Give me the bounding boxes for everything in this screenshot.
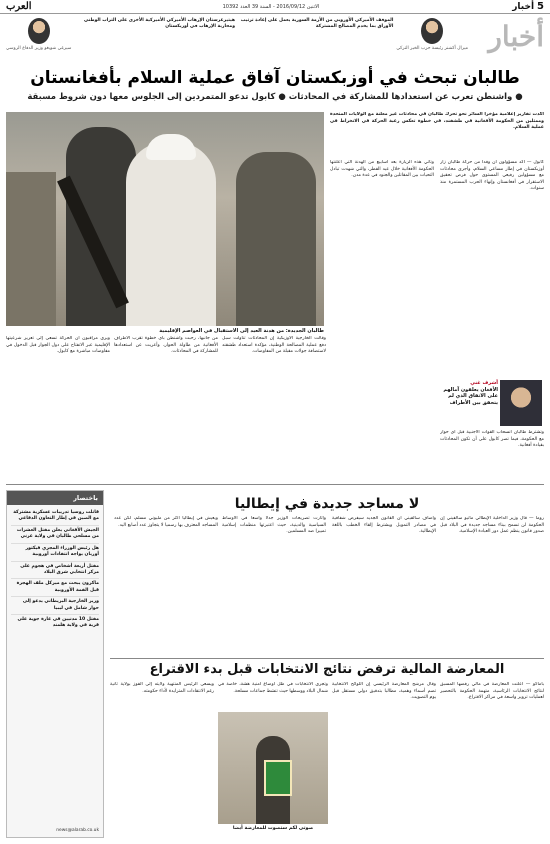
brief-text: الموقف الأميركي الأوروبي من الأزمة السورية يعمل على إعادة ترتيب الأوراق بما يخدم المصالح المشتركة bbox=[240, 18, 394, 30]
portrait-avatar bbox=[28, 18, 50, 44]
brief-strip bbox=[6, 18, 468, 64]
sidebar-item: وزير الخارجية البريطاني يدعو إلى حوار شامل في ليبيا bbox=[11, 597, 99, 615]
main-photo-caption: طالبان الجديدة: من هدنة العيد إلى الاستقبال في العواصم الإقليمية bbox=[159, 328, 324, 334]
sidebar-header: باختصار bbox=[7, 491, 103, 505]
article3-photo bbox=[218, 712, 328, 824]
mugshot-label bbox=[440, 380, 498, 406]
page-number: 5 bbox=[537, 1, 544, 12]
main-lead: أكدت تقارير إعلامية مؤخرا السائر نحو تحرك طالبان في محادثات غير معلنة مع الولايات المتحدة وممثلين من الحكومة الأفغانية في طشقند، في خطوة تعكس رغبة الحركة في الانخراط في عملية السلام. bbox=[330, 112, 544, 131]
photo-turban bbox=[146, 134, 196, 160]
section-divider bbox=[6, 484, 544, 485]
mugshot-name: أشرف غني bbox=[470, 380, 498, 386]
brief-portrait-block bbox=[6, 18, 71, 52]
article-column: وتجرى الانتخابات في ظل أوضاع أمنية هشة، خاصة في شمال البلاد ووسطها حيث تنشط جماعات مسلحة. bbox=[218, 682, 328, 694]
sidebar-item: قاتلت روسيا تدريبات عسكرية مشتركة مع الصين في إطار التعاون الدفاعي bbox=[11, 508, 99, 526]
section-title: أخبار bbox=[488, 20, 544, 53]
masthead bbox=[0, 0, 550, 14]
section-label: أخبار bbox=[512, 1, 535, 12]
article2-headline: لا مساجد جديدة في إيطاليا bbox=[234, 496, 420, 512]
portrait-caption: ميرال أكشنر رئيسة حزب الخير التركي bbox=[396, 46, 468, 51]
article-column: وقال مرشح المعارضة الرئيسي إن اللوائح الانتخابية تضم أسماء وهمية، مطالبا بتدقيق دولي مستقل قبل يوم التصويت. bbox=[332, 682, 436, 701]
portrait-avatar bbox=[421, 18, 443, 44]
article-column: وتأتي هذه الزيارة بعد أسابيع من الهدنة التي أعلنتها الحكومة الأفغانية خلال عيد الفطر، والتي شهدت تبادل التحيات بين المقاتلين والجنود في عدة مدن. bbox=[330, 160, 434, 179]
article-column: ويرى مراقبون أن الحركة تسعى إلى تعزيز شرعيتها الإقليمية عبر الانفتاح على دول الجوار قبل الدخول في مفاوضات مباشرة مع كابول. bbox=[6, 336, 110, 355]
article-column: كابول — أكد مسؤولون أن وفدا من حركة طالبان زار أوزبكستان في إطار مساعي السلام، وأجرى محادثات مع مسؤولين رفيعي المستوى حول فرص تحقيق الاستقرار في أفغانستان وإنهاء الحرب المستمرة منذ سنوات. bbox=[440, 160, 544, 192]
article-column: ويعيش في إيطاليا أكثر من مليوني مسلم، لكن عدد المساجد المعترف بها رسميا لا يتجاوز عدد أصابع اليد. bbox=[114, 516, 218, 528]
article-column: وأثارت تصريحات الوزير جدلا واسعا في الأوساط السياسية والدينية، حيث اعتبرتها منظمات إسلامية تمييزا ضد المسلمين. bbox=[222, 516, 326, 535]
sidebar-list bbox=[7, 505, 103, 635]
photo-figure bbox=[236, 152, 316, 326]
brief-text: هيتيرغرستان الإرهاب الأميركي الأميركية الأخرى على التراب الوطني ومحاربة الإرهاب في أوزبكستان bbox=[83, 18, 235, 30]
mugshot-photo bbox=[500, 380, 542, 426]
sidebar-item: مقتل 10 مدنيين في غارة جوية على قرية في ولاية هلمند bbox=[17, 617, 99, 629]
mugshot-quote: الأفغان يعلقون آمالهم على الاتفاق الذي لم يتحقق بين الأطراف bbox=[443, 386, 498, 406]
sidebar-item: ماكرون يبحث مع ميركل ملف الهجرة قبل القمة الأوروبية bbox=[11, 579, 99, 597]
main-photo bbox=[6, 112, 324, 326]
sidebar-email[interactable]: news@alarab.co.uk bbox=[56, 828, 99, 833]
article-column: روما — قال وزير الداخلية الإيطالي ماتيو سالفيني إن الحكومة لن تسمح ببناء مساجد جديدة في البلاد قبل صدور قانون ينظم عمل دور العبادة الإسلامية. bbox=[440, 516, 544, 535]
article-column: باماكو — أعلنت المعارضة في مالي رفضها المسبق لنتائج الانتخابات الرئاسية، متهمة الحكومة بالتحضير لعمليات تزوير واسعة في مراكز الاقتراع. bbox=[440, 682, 544, 701]
article3-photo-caption: صوتي لكم ستصوت للمعارضة أيضا bbox=[232, 826, 314, 831]
article-column: من جانبها، رحبت واشنطن بأي خطوة تقرب الأطراف الأفغانية من طاولة الحوار، وأعربت عن استعدادها للمشاركة في المحادثات. bbox=[114, 336, 218, 355]
article3-headline: المعارضة المالية ترفض نتائج الانتخابات قبل بدء الاقتراع bbox=[149, 662, 505, 677]
newspaper-logo: العرب bbox=[6, 1, 32, 12]
article-column: ويسعى الرئيس المنتهية ولايته إلى الفوز بولاية ثانية رغم الانتقادات المتزايدة لأداء حكومته. bbox=[110, 682, 214, 694]
brief-portrait-block bbox=[396, 18, 468, 52]
main-headline: طالبان تبحث في أوزبكستان آفاق عملية السلام بأفغانستان bbox=[30, 68, 520, 88]
photo-poster bbox=[264, 760, 292, 796]
photo-figure bbox=[126, 142, 216, 326]
main-subheadline: ● واشنطن تعرب عن استعدادها للمشاركة في المحادثات ● كابول تدعو المتمردين إلى الجلوس معها دون شروط مسبقة bbox=[27, 92, 523, 102]
brief-item bbox=[6, 18, 235, 64]
sidebar-item: مقتل أربعة أشخاص في هجوم على مركز انتخابي شرق البلاد bbox=[11, 562, 99, 580]
page-number-block bbox=[510, 1, 544, 12]
portrait-caption: سيرغي شويغو وزير الدفاع الروسي bbox=[6, 46, 72, 51]
brief-item bbox=[239, 18, 468, 64]
section-divider bbox=[110, 658, 544, 659]
news-brief-sidebar bbox=[6, 490, 104, 838]
article-column: وتشترط طالبان انسحاب القوات الأجنبية قبل أي حوار مع الحكومة، فيما تصر كابول على أن تكون المحادثات بقيادة أفغانية. bbox=[440, 430, 544, 449]
photo-figure bbox=[6, 172, 56, 326]
sidebar-item: هل رئيس الوزراء المجري فيكتور أوربان يواجه انتقادات أوروبية bbox=[11, 544, 99, 562]
article-column: وأضاف سالفيني أن القانون الجديد سيفرض شفافية في مصادر التمويل ويشترط إلقاء الخطب باللغة الإيطالية. bbox=[332, 516, 436, 535]
date-line: الاثنين 2016/09/12 - السنة 39 العدد 10392 bbox=[222, 3, 320, 10]
sidebar-item: الجيش الأفغاني يعلن مقتل العشرات من مسلحي طالبان في ولاية غزني bbox=[11, 526, 99, 544]
article-column: وقالت الخارجية الأوزبكية إن المحادثات تناولت سبل دفع عملية المصالحة الوطنية، مؤكدة استعداد طشقند لاستضافة جولات مقبلة من المفاوضات. bbox=[222, 336, 326, 355]
